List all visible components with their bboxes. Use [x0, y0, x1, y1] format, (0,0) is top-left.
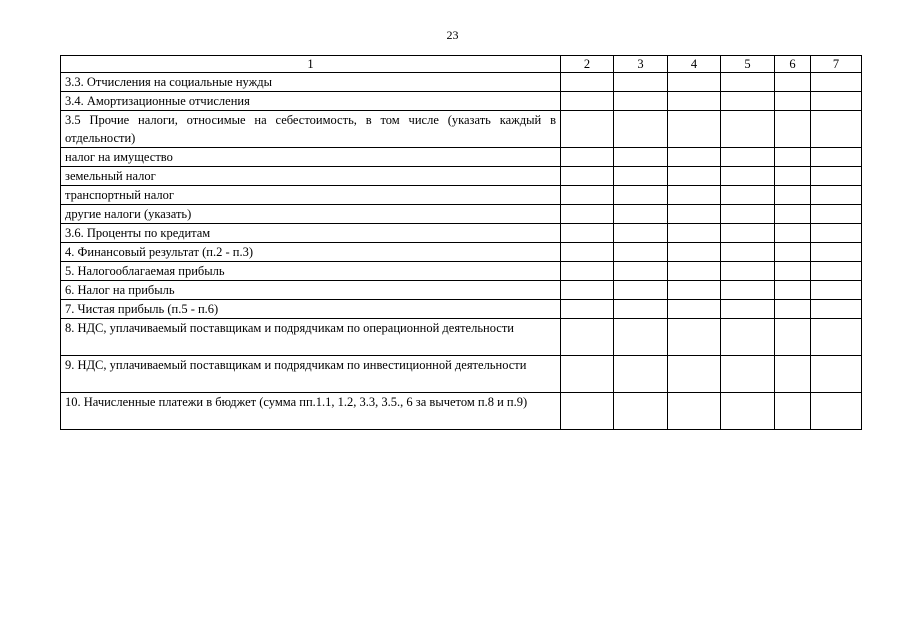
value-cell-col-4: [668, 186, 721, 205]
table-row: [61, 281, 862, 300]
column-header-3: 3: [614, 56, 668, 73]
value-cell-col-5: [721, 186, 775, 205]
value-cell-col-4: [668, 224, 721, 243]
row-label: 10. Начисленные платежи в бюджет (сумма пп.1.1, 1.2, 3.3, 3.5., 6 за вычетом п.8 и п.9): [61, 393, 561, 430]
value-cell-col-5: [721, 281, 775, 300]
row-label: 7. Чистая прибыль (п.5 - п.6): [61, 300, 561, 319]
value-cell-col-2: [561, 281, 614, 300]
value-cell-col-4: [668, 111, 721, 148]
value-cell-col-4: [668, 356, 721, 393]
value-cell-col-2: [561, 73, 614, 92]
value-cell-col-7: [811, 224, 862, 243]
value-cell-col-2: [561, 356, 614, 393]
column-header-1: 1: [61, 56, 561, 73]
value-cell-col-2: [561, 300, 614, 319]
value-cell-col-2: [561, 319, 614, 356]
value-cell-col-3: [614, 111, 668, 148]
value-cell-col-5: [721, 393, 775, 430]
table-row: [61, 167, 862, 186]
row-label: 4. Финансовый результат (п.2 - п.3): [61, 243, 561, 262]
value-cell-col-5: [721, 243, 775, 262]
value-cell-col-6: [775, 262, 811, 281]
value-cell-col-7: [811, 186, 862, 205]
value-cell-col-7: [811, 281, 862, 300]
value-cell-col-4: [668, 281, 721, 300]
value-cell-col-3: [614, 92, 668, 111]
value-cell-col-3: [614, 205, 668, 224]
value-cell-col-3: [614, 148, 668, 167]
value-cell-col-5: [721, 111, 775, 148]
row-label: транспортный налог: [61, 186, 561, 205]
table-row: [61, 262, 862, 281]
table-header-row: [61, 56, 862, 73]
value-cell-col-6: [775, 243, 811, 262]
value-cell-col-6: [775, 205, 811, 224]
page-number: 23: [446, 28, 459, 42]
column-header-5: 5: [721, 56, 775, 73]
report-table: [60, 55, 862, 430]
value-cell-col-4: [668, 262, 721, 281]
value-cell-col-3: [614, 393, 668, 430]
value-cell-col-2: [561, 92, 614, 111]
value-cell-col-6: [775, 356, 811, 393]
value-cell-col-7: [811, 356, 862, 393]
value-cell-col-7: [811, 167, 862, 186]
value-cell-col-5: [721, 73, 775, 92]
value-cell-col-4: [668, 148, 721, 167]
value-cell-col-2: [561, 186, 614, 205]
value-cell-col-4: [668, 167, 721, 186]
value-cell-col-6: [775, 224, 811, 243]
value-cell-col-3: [614, 319, 668, 356]
value-cell-col-7: [811, 205, 862, 224]
table-row: [61, 393, 862, 430]
value-cell-col-6: [775, 186, 811, 205]
value-cell-col-2: [561, 243, 614, 262]
value-cell-col-5: [721, 167, 775, 186]
value-cell-col-6: [775, 281, 811, 300]
row-label: другие налоги (указать): [61, 205, 561, 224]
table-row: [61, 243, 862, 262]
value-cell-col-7: [811, 300, 862, 319]
value-cell-col-2: [561, 167, 614, 186]
row-label: 3.3. Отчисления на социальные нужды: [61, 73, 561, 92]
value-cell-col-4: [668, 300, 721, 319]
value-cell-col-7: [811, 393, 862, 430]
row-label: 3.5 Прочие налоги, относимые на себестоимость, в том числе (указать каждый в отдельности): [61, 111, 561, 148]
row-label: 5. Налогооблагаемая прибыль: [61, 262, 561, 281]
value-cell-col-3: [614, 281, 668, 300]
column-header-6: 6: [775, 56, 811, 73]
row-label: земельный налог: [61, 167, 561, 186]
table-row: [61, 356, 862, 393]
table-row: [61, 92, 862, 111]
value-cell-col-5: [721, 356, 775, 393]
value-cell-col-6: [775, 111, 811, 148]
row-label: 8. НДС, уплачиваемый поставщикам и подрядчикам по операционной деятельности: [61, 319, 561, 356]
table-row: [61, 111, 862, 148]
value-cell-col-3: [614, 167, 668, 186]
value-cell-col-7: [811, 111, 862, 148]
value-cell-col-2: [561, 148, 614, 167]
value-cell-col-7: [811, 262, 862, 281]
value-cell-col-5: [721, 148, 775, 167]
row-label: 3.6. Проценты по кредитам: [61, 224, 561, 243]
value-cell-col-3: [614, 186, 668, 205]
value-cell-col-4: [668, 205, 721, 224]
column-header-4: 4: [668, 56, 721, 73]
value-cell-col-3: [614, 356, 668, 393]
row-label: налог на имущество: [61, 148, 561, 167]
value-cell-col-6: [775, 393, 811, 430]
value-cell-col-6: [775, 148, 811, 167]
value-cell-col-3: [614, 243, 668, 262]
value-cell-col-6: [775, 92, 811, 111]
column-header-7: 7: [811, 56, 862, 73]
value-cell-col-3: [614, 300, 668, 319]
value-cell-col-2: [561, 393, 614, 430]
value-cell-col-2: [561, 205, 614, 224]
value-cell-col-3: [614, 224, 668, 243]
row-label: 6. Налог на прибыль: [61, 281, 561, 300]
value-cell-col-6: [775, 167, 811, 186]
row-label: 9. НДС, уплачиваемый поставщикам и подрядчикам по инвестиционной деятельности: [61, 356, 561, 393]
table-row: [61, 73, 862, 92]
value-cell-col-7: [811, 73, 862, 92]
value-cell-col-7: [811, 92, 862, 111]
value-cell-col-4: [668, 393, 721, 430]
value-cell-col-4: [668, 73, 721, 92]
value-cell-col-2: [561, 224, 614, 243]
value-cell-col-5: [721, 319, 775, 356]
value-cell-col-2: [561, 262, 614, 281]
table-body: [61, 73, 862, 430]
value-cell-col-6: [775, 73, 811, 92]
value-cell-col-5: [721, 224, 775, 243]
table-row: [61, 148, 862, 167]
value-cell-col-6: [775, 300, 811, 319]
column-header-2: 2: [561, 56, 614, 73]
value-cell-col-5: [721, 262, 775, 281]
value-cell-col-5: [721, 92, 775, 111]
value-cell-col-7: [811, 148, 862, 167]
value-cell-col-4: [668, 243, 721, 262]
value-cell-col-4: [668, 92, 721, 111]
table-row: [61, 224, 862, 243]
value-cell-col-4: [668, 319, 721, 356]
value-cell-col-2: [561, 111, 614, 148]
value-cell-col-3: [614, 73, 668, 92]
value-cell-col-7: [811, 319, 862, 356]
value-cell-col-5: [721, 205, 775, 224]
table-row: [61, 186, 862, 205]
table-row: [61, 319, 862, 356]
value-cell-col-3: [614, 262, 668, 281]
value-cell-col-6: [775, 319, 811, 356]
table-row: [61, 205, 862, 224]
table-row: [61, 300, 862, 319]
value-cell-col-7: [811, 243, 862, 262]
value-cell-col-5: [721, 300, 775, 319]
row-label: 3.4. Амортизационные отчисления: [61, 92, 561, 111]
